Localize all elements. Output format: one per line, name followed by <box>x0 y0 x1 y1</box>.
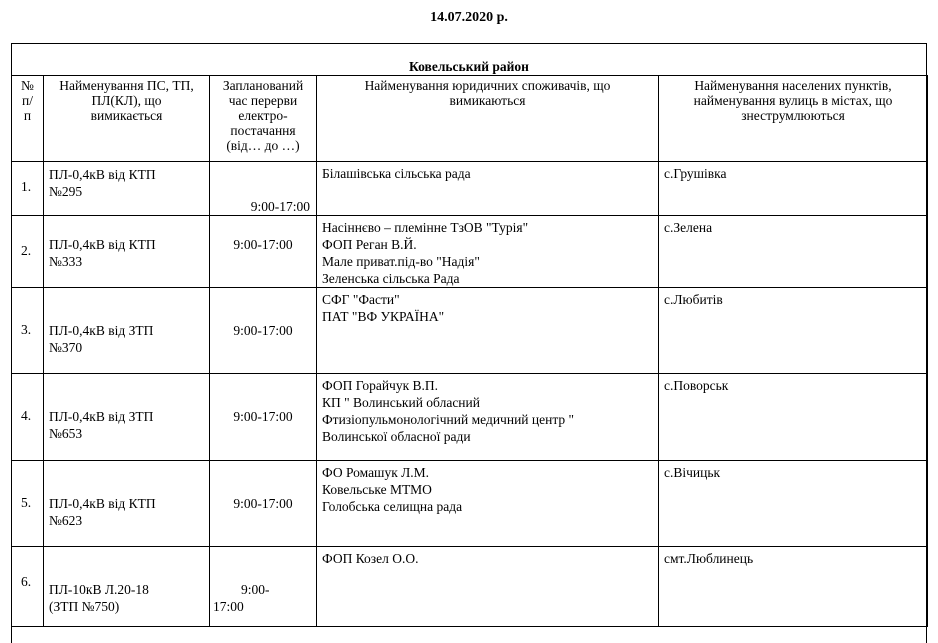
power-line-text: ПЛ-0,4кВ від КТП <box>49 167 156 182</box>
header-consumers <box>317 76 659 162</box>
header-settlements <box>659 76 928 162</box>
document-date: 14.07.2020 р. <box>430 10 508 25</box>
power-line-cell <box>44 374 210 461</box>
power-line-text: №623 <box>49 513 83 528</box>
consumer-name: Ковельське МТМО <box>322 482 432 497</box>
table-row <box>12 288 928 374</box>
outage-time-text: 9:00-17:00 <box>233 409 293 424</box>
settlement-cell <box>659 162 928 216</box>
district-title: Ковельський район <box>409 59 529 74</box>
header-line-text: Найменування ПС, ТП, <box>59 78 194 93</box>
settlement-cell <box>659 288 928 374</box>
settlement-name: с.Любитів <box>664 292 723 307</box>
power-line-text: ПЛ-0,4кВ від ЗТП <box>49 409 154 424</box>
table-row <box>12 374 928 461</box>
table-row <box>12 461 928 547</box>
row-number-cell <box>12 216 44 288</box>
header-time <box>210 76 317 162</box>
consumer-name: ФО Ромашук Л.М. <box>322 465 430 480</box>
consumers-cell <box>317 216 659 288</box>
settlement-cell <box>659 216 928 288</box>
outage-time-cell <box>210 288 317 374</box>
power-line-text: (ЗТП №750) <box>49 599 120 614</box>
consumer-name: Волинської обласної ради <box>322 429 471 444</box>
row-number: 2. <box>21 243 32 258</box>
settlement-name: с.Вічицьк <box>664 465 721 480</box>
outage-time-text: 9:00-17:00 <box>233 237 293 252</box>
row-number: 1. <box>21 179 32 194</box>
consumer-name: Білашівська сільська рада <box>322 166 471 181</box>
power-line-text: №295 <box>49 184 83 199</box>
header-consumers-text: Найменування юридичних споживачів, що <box>364 78 611 93</box>
row-number-cell <box>12 288 44 374</box>
settlement-cell <box>659 547 928 627</box>
table-row <box>12 162 928 216</box>
header-settlements-text: Найменування населених пунктів, <box>694 78 892 93</box>
header-line-text: ПЛ(КЛ), що <box>91 93 162 108</box>
outage-time-cell <box>210 461 317 547</box>
header-settlements-text: знеструмлюються <box>741 108 845 123</box>
consumer-name: СФГ "Фасти" <box>322 292 400 307</box>
outage-time-cell <box>210 216 317 288</box>
outage-time-cell <box>210 374 317 461</box>
settlement-name: смт.Люблинець <box>664 551 754 566</box>
power-line-text: ПЛ-0,4кВ від КТП <box>49 237 156 252</box>
header-settlements-text: найменування вулиць в містах, що <box>693 93 893 108</box>
consumer-name: КП " Волинський обласний <box>322 395 480 410</box>
consumers-cell <box>317 547 659 627</box>
consumer-name: Голобська селищна рада <box>322 499 463 514</box>
consumers-cell <box>317 288 659 374</box>
consumers-cell <box>317 461 659 547</box>
header-consumers-text: вимикаються <box>449 93 526 108</box>
power-line-text: ПЛ-10кВ Л.20-18 <box>49 582 149 597</box>
power-line-cell <box>44 547 210 627</box>
consumer-name: ФОП Реган В.Й. <box>322 237 417 252</box>
power-line-cell <box>44 461 210 547</box>
consumers-cell <box>317 162 659 216</box>
header-time-text: час перерви <box>228 93 298 108</box>
power-line-text: №370 <box>49 340 83 355</box>
power-line-cell <box>44 216 210 288</box>
header-time-text: Запланований <box>222 78 304 93</box>
consumers-cell <box>317 374 659 461</box>
row-number: 4. <box>21 408 32 423</box>
settlement-cell <box>659 374 928 461</box>
header-num-line: № <box>21 78 34 93</box>
power-line-cell <box>44 288 210 374</box>
consumer-name: Фтизіопульмонологічний медичний центр " <box>322 412 575 427</box>
outage-time-text: 9:00- <box>241 582 270 597</box>
settlement-name: с.Зелена <box>664 220 713 235</box>
outage-time-text: 9:00-17:00 <box>233 496 293 511</box>
header-num-line: п/ <box>22 93 33 108</box>
table-row <box>12 547 928 627</box>
power-line-text: №653 <box>49 426 83 441</box>
header-time-text: (від… до …) <box>226 138 300 153</box>
header-time-text: постачання <box>230 123 296 138</box>
row-number-cell <box>12 374 44 461</box>
settlement-cell <box>659 461 928 547</box>
settlement-name: с.Поворськ <box>664 378 729 393</box>
outage-time-cell <box>210 162 317 216</box>
header-line <box>44 76 210 162</box>
header-num <box>12 76 44 162</box>
row-number-cell <box>12 547 44 627</box>
row-number-cell <box>12 162 44 216</box>
consumer-name: ФОП Козел О.О. <box>322 551 419 566</box>
row-number: 5. <box>21 495 32 510</box>
settlement-name: с.Грушівка <box>664 166 727 181</box>
header-time-text: електро- <box>238 108 288 123</box>
outage-time-cell <box>210 547 317 627</box>
table-row <box>12 216 928 288</box>
row-number: 6. <box>21 574 32 589</box>
row-number-cell <box>12 461 44 547</box>
outage-table <box>11 75 928 627</box>
power-line-cell <box>44 162 210 216</box>
outage-time-text: 17:00 <box>213 599 244 614</box>
header-num-line: п <box>23 108 32 123</box>
header-line-text: вимикається <box>90 108 163 123</box>
consumer-name: Зеленська сільська Рада <box>322 271 460 286</box>
row-number: 3. <box>21 322 32 337</box>
consumer-name: Мале приват.під-во "Надія" <box>322 254 480 269</box>
power-line-text: ПЛ-0,4кВ від ЗТП <box>49 323 154 338</box>
power-line-text: ПЛ-0,4кВ від КТП <box>49 496 156 511</box>
consumer-name: ПАТ "ВФ УКРАЇНА" <box>322 309 445 324</box>
consumer-name: Насіннєво – племінне ТзОВ "Турія" <box>322 220 529 235</box>
outage-time-text: 9:00-17:00 <box>250 199 310 214</box>
power-line-text: №333 <box>49 254 83 269</box>
outage-time-text: 9:00-17:00 <box>233 323 293 338</box>
header-row <box>12 76 928 162</box>
consumer-name: ФОП Горайчук В.П. <box>322 378 439 393</box>
